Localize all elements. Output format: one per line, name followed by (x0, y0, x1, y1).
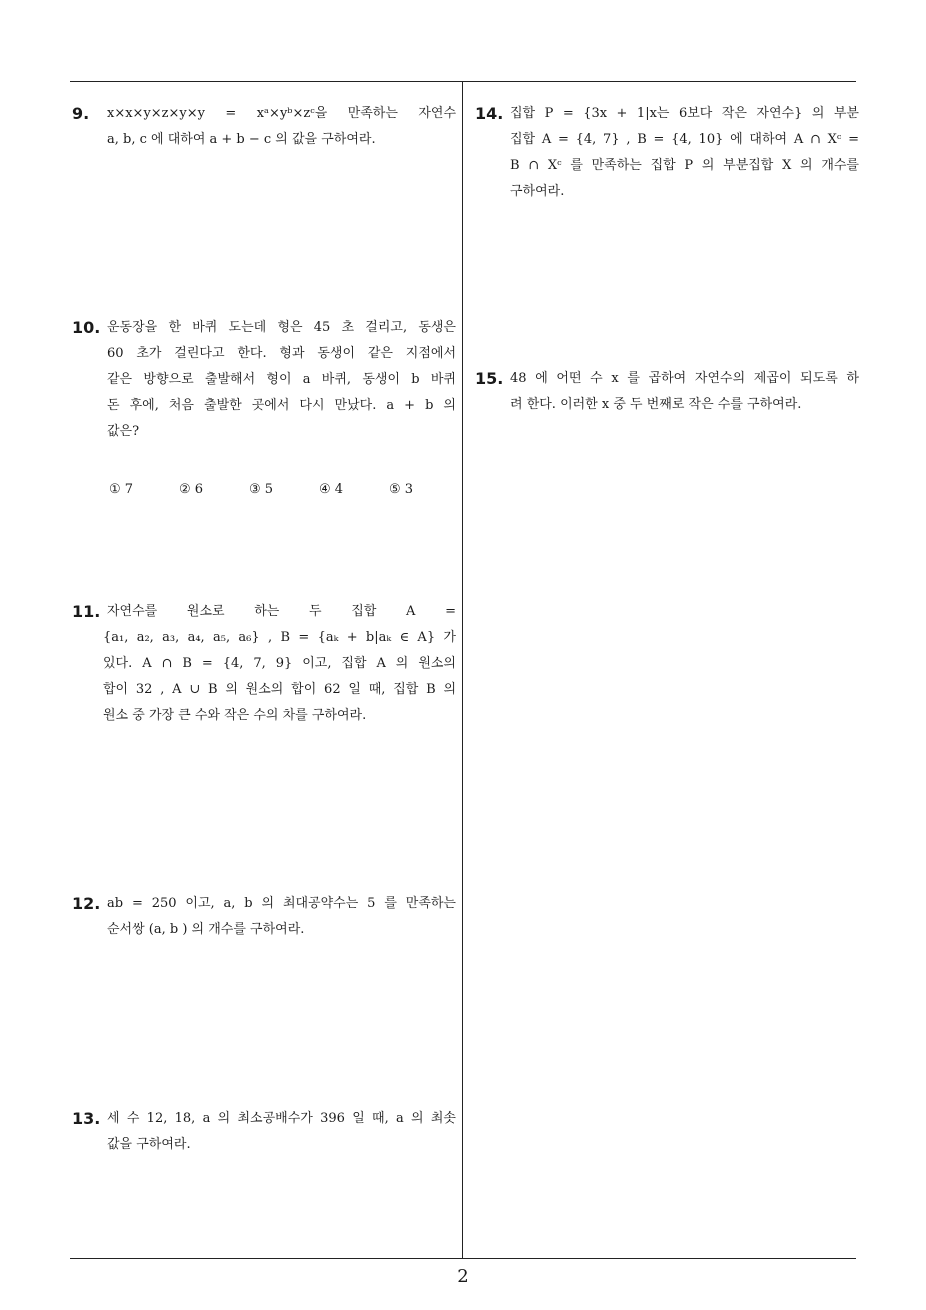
problem-text-line: 자연수를 원소로 하는 두 집합 A = (107, 604, 456, 619)
problem-text-line: 원소 중 가장 큰 수와 작은 수의 차를 구하여라. (103, 708, 367, 723)
problem-number: 14. (475, 104, 504, 123)
problem-text-line: a, b, c 에 대하여 a + b − c 의 값을 구하여라. (107, 132, 376, 147)
choice-2[interactable]: ② 6 (179, 482, 204, 497)
problem-text-line: 집합 P = {3x + 1|x는 6보다 작은 자연수} 의 부분 (510, 106, 859, 121)
problem-text-line: 합이 32 , A ∪ B 의 원소의 합이 62 일 때, 집합 B 의 (103, 682, 456, 697)
problem-14 (475, 101, 859, 205)
problem-text-line: 돈 후에, 처음 출발한 곳에서 다시 만났다. a + b 의 (107, 398, 456, 413)
column-divider (462, 82, 463, 1258)
problem-text-line: 같은 방향으로 출발해서 형이 a 바퀴, 동생이 b 바퀴 (107, 372, 456, 387)
problem-12 (72, 891, 456, 943)
problem-number: 9. (72, 104, 90, 123)
problem-9 (72, 101, 456, 153)
problem-text-line: 구하여라. (510, 184, 565, 199)
problem-text-line: 값은? (107, 424, 140, 439)
answer-choices (109, 477, 459, 503)
problem-number: 10. (72, 318, 101, 337)
problem-number: 11. (72, 602, 101, 621)
choice-4[interactable]: ④ 4 (319, 482, 344, 497)
problem-text-line: 순서쌍 (a, b ) 의 개수를 구하여라. (107, 922, 305, 937)
problem-text-line: 60 초가 걸린다고 한다. 형과 동생이 같은 지점에서 (107, 346, 456, 361)
choice-3[interactable]: ③ 5 (249, 482, 274, 497)
top-rule (70, 81, 856, 82)
problem-number: 13. (72, 1109, 101, 1128)
problem-text-line: 려 한다. 이러한 x 중 두 번째로 작은 수를 구하여라. (510, 397, 802, 412)
bottom-rule (70, 1258, 856, 1259)
page-number: 2 (457, 1266, 469, 1287)
problem-text-line: 값을 구하여라. (107, 1137, 191, 1152)
problem-text-line: {a₁, a₂, a₃, a₄, a₅, a₆} , B = {aₖ + b|aₖ ∈ A} 가 (103, 630, 456, 645)
problem-11 (72, 599, 456, 729)
problem-text-line: 운동장을 한 바퀴 도는데 형은 45 초 걸리고, 동생은 (107, 320, 456, 335)
problem-13 (72, 1106, 456, 1158)
problem-text-line: 있다. A ∩ B = {4, 7, 9} 이고, 집합 A 의 원소의 (103, 656, 456, 671)
problem-number: 15. (475, 369, 504, 388)
problem-text-line: 집합 A = {4, 7} , B = {4, 10} 에 대하여 A ∩ Xᶜ = (510, 132, 859, 147)
problem-text-line: B ∩ Xᶜ 를 만족하는 집합 P 의 부분집합 X 의 개수를 (510, 158, 859, 173)
problem-text-line: 세 수 12, 18, a 의 최소공배수가 396 일 때, a 의 최솟 (107, 1111, 456, 1126)
problem-text-line: x×x×y×z×y×y = xᵃ×yᵇ×zᶜ을 만족하는 자연수 (107, 106, 456, 121)
problem-text-line: ab = 250 이고, a, b 의 최대공약수는 5 를 만족하는 (107, 896, 456, 911)
choice-5[interactable]: ⑤ 3 (389, 482, 414, 497)
problem-text-line: 48 에 어떤 수 x 를 곱하여 자연수의 제곱이 되도록 하 (510, 371, 859, 386)
problem-number: 12. (72, 894, 101, 913)
problem-15 (475, 366, 859, 418)
choice-1[interactable]: ① 7 (109, 482, 134, 497)
problem-10 (72, 315, 456, 445)
